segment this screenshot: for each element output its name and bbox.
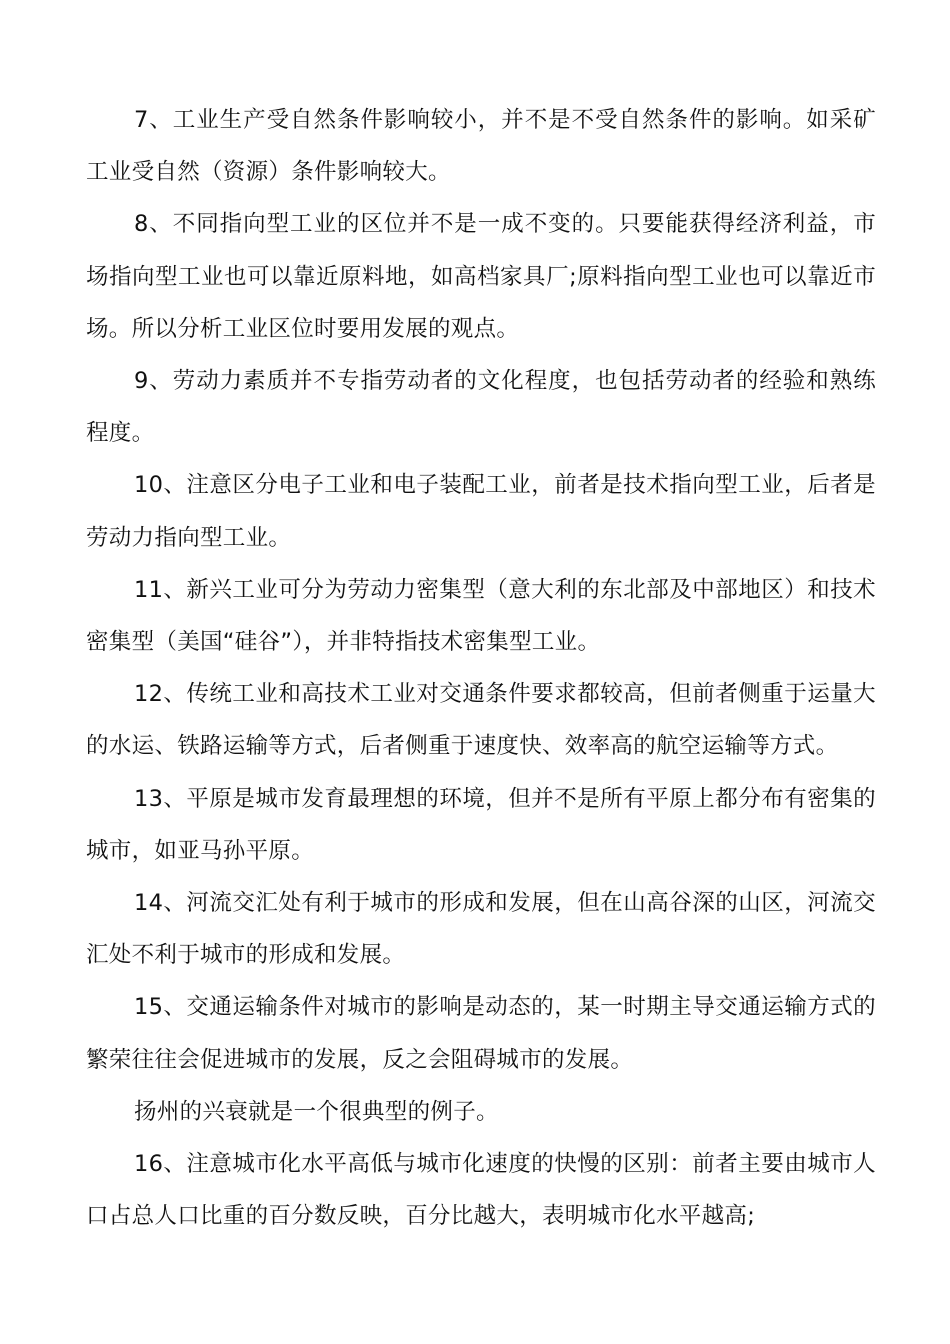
paragraph-11: 11、新兴工业可分为劳动力密集型（意大利的东北部及中部地区）和技术密集型（美国“硅谷”），并非特指技术密集型工业。 [86,576,876,656]
paragraph-14: 14、河流交汇处有利于城市的形成和发展，但在山高谷深的山区，河流交汇处不利于城市的形成和发展。 [86,890,876,969]
paragraph-9: 9、劳动力素质并不专指劳动者的文化程度，也包括劳动者的经验和熟练程度。 [86,368,876,447]
paragraph-10: 10、注意区分电子工业和电子装配工业，前者是技术指向型工业，后者是劳动力指向型工业。 [86,472,876,551]
paragraph-7: 7、工业生产受自然条件影响较小，并不是不受自然条件的影响。如采矿工业受自然（资源）条件影响较大。 [86,107,876,186]
paragraph-15: 15、交通运输条件对城市的影响是动态的，某一时期主导交通运输方式的繁荣往往会促进城市的发展，反之会阻碍城市的发展。 [86,994,876,1073]
paragraph-8: 8、不同指向型工业的区位并不是一成不变的。只要能获得经济利益，市场指向型工业也可以靠近原料地，如高档家具厂;原料指向型工业也可以靠近市场。所以分析工业区位时要用发展的观点。 [86,211,876,342]
paragraph-13: 13、平原是城市发育最理想的环境，但并不是所有平原上都分布有密集的城市，如亚马孙平原。 [86,785,876,864]
paragraph-12: 12、传统工业和高技术工业对交通条件要求都较高，但前者侧重于运量大的水运、铁路运输等方式，后者侧重于速度快、效率高的航空运输等方式。 [86,681,876,760]
document-body [86,94,876,1242]
paragraph-yangzhou-example: 扬州的兴衰就是一个很典型的例子。 [134,1098,499,1125]
paragraph-16: 16、注意城市化水平高低与城市化速度的快慢的区别：前者主要由城市人口占总人口比重的百分数反映，百分比越大，表明城市化水平越高; [86,1151,876,1230]
